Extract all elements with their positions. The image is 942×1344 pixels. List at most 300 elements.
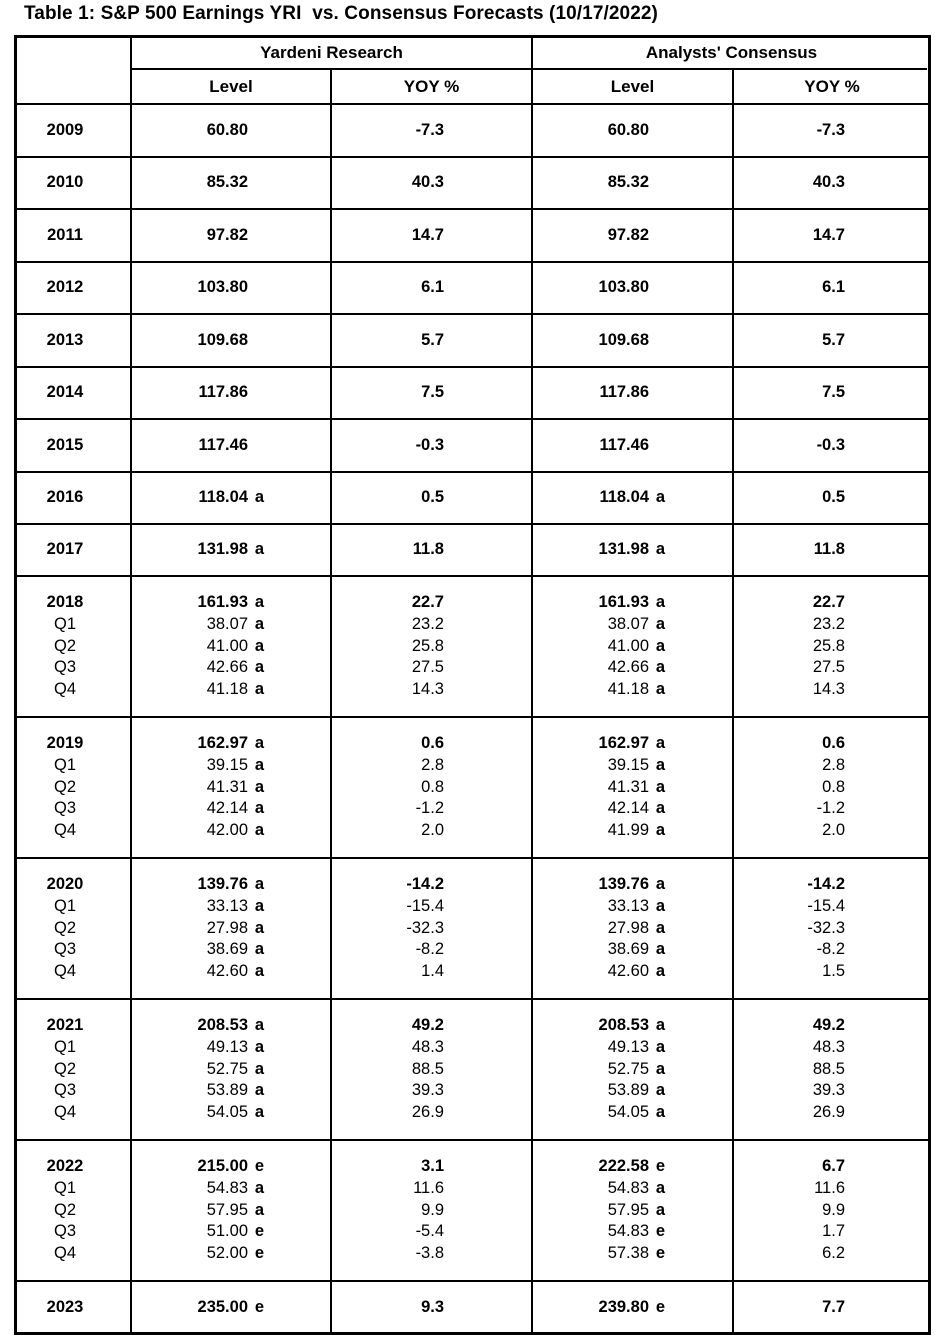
level-value: 54.83 — [607, 1178, 649, 1197]
level-value: 222.58 — [598, 1157, 649, 1175]
yri-yoy-cell — [331, 120, 444, 142]
yri-yoy-cell — [331, 382, 444, 404]
yri-level-cell — [131, 1297, 264, 1319]
year-cell — [16, 382, 114, 404]
level-value: 41.18 — [206, 680, 248, 699]
yri-level-cell — [131, 225, 264, 247]
level-value-line — [131, 896, 264, 918]
group-header: Analysts' Consensus — [645, 43, 818, 62]
grid-line — [17, 208, 928, 210]
level-value: 117.86 — [599, 383, 649, 402]
year-cell — [16, 277, 114, 299]
level-value-line — [131, 592, 264, 614]
yoy-value: 3.1 — [421, 1157, 444, 1175]
estimate-flag: a — [254, 658, 264, 677]
level-value-line — [532, 755, 665, 777]
grid-line — [17, 716, 928, 718]
level-value-line — [532, 1221, 665, 1243]
estimate-flag: a — [254, 962, 264, 981]
level-value-line — [532, 1200, 665, 1222]
estimate-flag: a — [655, 680, 665, 699]
yoy-value: -0.3 — [415, 435, 444, 454]
yoy-value: 39.3 — [411, 1081, 444, 1100]
year-label: 2019 — [46, 734, 84, 752]
level-value: 42.60 — [206, 962, 248, 981]
yoy-value: 11.6 — [413, 1178, 444, 1197]
level-value-line — [131, 657, 264, 679]
quarter-label: Q3 — [53, 658, 76, 677]
estimate-flag: a — [655, 614, 665, 633]
grid-line — [17, 156, 928, 158]
level-value: 52.00 — [206, 1244, 248, 1263]
level-value-line — [131, 820, 264, 842]
yri-level-cell — [131, 172, 264, 194]
level-value: 54.05 — [206, 1103, 248, 1122]
level-value-line — [532, 1080, 665, 1102]
level-value: 38.07 — [206, 614, 248, 633]
level-value: 131.98 — [598, 540, 649, 559]
cons-yoy-cell — [733, 1297, 845, 1319]
yoy-value: 48.3 — [411, 1037, 444, 1056]
yoy-value: 6.7 — [822, 1157, 845, 1175]
level-value-line — [532, 614, 665, 636]
level-value-line — [131, 798, 264, 820]
level-value: 52.75 — [206, 1059, 248, 1078]
cons-yoy-cell — [733, 382, 845, 404]
level-value-line — [131, 487, 264, 509]
level-value-line — [532, 679, 665, 701]
grid-line — [17, 418, 928, 420]
level-value-line — [131, 874, 264, 896]
level-value: 42.60 — [607, 962, 649, 981]
yoy-value: 26.9 — [411, 1103, 444, 1122]
year-label: 2021 — [46, 1016, 84, 1034]
level-value: 139.76 — [197, 875, 248, 893]
estimate-flag: e — [655, 1222, 665, 1241]
cons-level-cell — [532, 874, 665, 983]
cons-yoy-cell — [733, 733, 845, 842]
estimate-flag: a — [655, 636, 665, 655]
yri-level-cell — [131, 592, 264, 701]
estimate-flag: e — [254, 1297, 264, 1316]
quarter-label: Q4 — [53, 1103, 76, 1122]
level-value-line — [532, 1059, 665, 1081]
level-value: 41.18 — [607, 680, 649, 699]
year-cell — [16, 120, 114, 142]
level-value: 42.66 — [206, 658, 248, 677]
grid-line — [17, 1280, 928, 1282]
estimate-flag: a — [254, 799, 264, 818]
quarter-label: Q2 — [53, 918, 76, 937]
estimate-flag: a — [254, 636, 264, 655]
year-label: 2016 — [46, 488, 84, 507]
level-value: 42.14 — [607, 799, 649, 818]
estimate-flag: e — [655, 1297, 665, 1316]
level-value-line — [131, 1037, 264, 1059]
level-value-line — [131, 755, 264, 777]
level-value: 41.99 — [607, 821, 649, 840]
yoy-value: 14.3 — [812, 680, 845, 699]
level-value-line — [532, 1297, 665, 1319]
estimate-flag: a — [254, 918, 264, 937]
level-value-line — [532, 918, 665, 940]
estimate-flag: a — [254, 755, 264, 774]
level-value: 117.46 — [599, 435, 649, 454]
level-value-line — [532, 172, 665, 194]
quarter-label: Q2 — [53, 1200, 76, 1219]
estimate-flag: a — [254, 680, 264, 699]
level-value-line — [532, 382, 665, 404]
grid-line — [732, 69, 734, 1334]
yoy-value: -8.2 — [816, 940, 845, 959]
estimate-flag: e — [655, 1244, 665, 1263]
estimate-flag: a — [254, 1059, 264, 1078]
estimate-flag: a — [254, 488, 264, 507]
yri-yoy-cell — [331, 1156, 444, 1265]
yoy-value: 25.8 — [812, 636, 845, 655]
level-value: 41.31 — [206, 777, 248, 796]
estimate-flag: a — [655, 799, 665, 818]
yoy-value: 0.5 — [822, 488, 845, 507]
level-value: 85.32 — [206, 173, 248, 192]
grid-line — [330, 69, 332, 1334]
level-value-line — [532, 592, 665, 614]
grid-line — [17, 261, 928, 263]
group-header: Yardeni Research — [260, 43, 403, 62]
level-value: 27.98 — [607, 918, 649, 937]
column-header: YOY % — [804, 77, 860, 96]
estimate-flag: a — [655, 734, 665, 752]
level-value-line — [532, 1015, 665, 1037]
yoy-value: -5.4 — [415, 1222, 444, 1241]
level-value-line — [532, 225, 665, 247]
yoy-value: 22.7 — [411, 593, 444, 611]
level-value-line — [131, 435, 264, 457]
estimate-flag: a — [655, 821, 665, 840]
level-value-line — [532, 330, 665, 352]
year-label: 2012 — [46, 278, 84, 297]
estimate-flag: a — [254, 821, 264, 840]
level-value: 42.14 — [206, 799, 248, 818]
estimate-flag: a — [655, 918, 665, 937]
cons-yoy-cell — [733, 592, 845, 701]
level-value-line — [532, 961, 665, 983]
quarter-label: Q1 — [53, 614, 76, 633]
level-value: 38.69 — [206, 940, 248, 959]
estimate-flag: a — [254, 1103, 264, 1122]
year-label: 2015 — [46, 435, 84, 454]
yri-yoy-cell — [331, 435, 444, 457]
level-value-line — [131, 636, 264, 658]
yoy-value: 9.9 — [421, 1200, 444, 1219]
level-value: 41.31 — [607, 777, 649, 796]
yri-yoy-cell — [331, 733, 444, 842]
level-value: 54.83 — [206, 1178, 248, 1197]
level-value: 139.76 — [598, 875, 649, 893]
yoy-value: 14.3 — [411, 680, 444, 699]
cons-level-cell — [532, 1156, 665, 1265]
level-value-line — [131, 614, 264, 636]
yri-level-cell — [131, 382, 264, 404]
cons-level-cell — [532, 487, 665, 509]
estimate-flag: a — [655, 540, 665, 559]
grid-line — [131, 68, 927, 70]
yoy-value: -32.3 — [406, 918, 444, 937]
yoy-value: 40.3 — [812, 173, 845, 192]
level-value-line — [131, 172, 264, 194]
level-value-line — [532, 435, 665, 457]
level-value: 109.68 — [197, 330, 248, 349]
quarter-label: Q1 — [53, 755, 76, 774]
year-label: 2017 — [46, 540, 84, 559]
grid-line — [17, 366, 928, 368]
grid-line — [17, 523, 928, 525]
estimate-flag: a — [655, 1178, 665, 1197]
level-value-line — [532, 636, 665, 658]
level-value-line — [131, 330, 264, 352]
level-value-line — [131, 1059, 264, 1081]
level-value-line — [532, 1156, 665, 1178]
column-header: YOY % — [403, 77, 460, 96]
year-label: 2013 — [46, 330, 84, 349]
level-value-line — [131, 679, 264, 701]
estimate-flag: a — [254, 1178, 264, 1197]
yoy-value: 7.5 — [421, 383, 444, 402]
level-value-line — [532, 277, 665, 299]
quarter-label: Q3 — [53, 799, 76, 818]
level-value: 52.75 — [607, 1059, 649, 1078]
yri-level-cell — [131, 435, 264, 457]
level-value-line — [532, 1243, 665, 1265]
level-value-line — [131, 1200, 264, 1222]
earnings-table — [14, 35, 931, 1335]
estimate-flag: a — [655, 1200, 665, 1219]
estimate-flag: a — [655, 1037, 665, 1056]
level-value: 27.98 — [206, 918, 248, 937]
cons-level-cell — [532, 435, 665, 457]
quarter-label: Q1 — [53, 896, 76, 915]
level-value: 60.80 — [206, 120, 248, 139]
yoy-value: 23.2 — [812, 614, 845, 633]
yri-yoy-cell — [331, 592, 444, 701]
yoy-value: 22.7 — [812, 593, 845, 611]
table-title: Table 1: S&P 500 Earnings YRI vs. Consensus Forecasts (10/17/2022) — [24, 3, 658, 24]
yoy-value: 7.7 — [822, 1297, 845, 1316]
yri-yoy-cell — [331, 330, 444, 352]
grid-line — [17, 857, 928, 859]
year-label: 2020 — [46, 875, 84, 893]
level-value: 161.93 — [598, 593, 649, 611]
level-value-line — [532, 539, 665, 561]
yoy-value: 0.8 — [822, 777, 845, 796]
yoy-value: 26.9 — [812, 1103, 845, 1122]
level-value: 97.82 — [607, 225, 649, 244]
cons-level-cell — [532, 120, 665, 142]
estimate-flag: a — [655, 488, 665, 507]
level-value: 118.04 — [198, 488, 248, 507]
yoy-value: 5.7 — [421, 330, 444, 349]
estimate-flag: a — [655, 1059, 665, 1078]
level-value: 51.00 — [206, 1222, 248, 1241]
yoy-value: 2.0 — [421, 821, 444, 840]
level-value-line — [532, 896, 665, 918]
cons-level-cell — [532, 225, 665, 247]
year-cell — [16, 172, 114, 194]
level-value: 54.05 — [607, 1103, 649, 1122]
yoy-value: 2.8 — [822, 755, 845, 774]
cons-yoy-cell — [733, 120, 845, 142]
estimate-flag: e — [254, 1222, 264, 1241]
level-value: 41.00 — [206, 636, 248, 655]
level-value-line — [532, 120, 665, 142]
level-value-line — [131, 1297, 264, 1319]
level-value-line — [532, 657, 665, 679]
yri-yoy-cell — [331, 1015, 444, 1124]
quarter-label: Q4 — [53, 680, 76, 699]
level-value: 53.89 — [206, 1081, 248, 1100]
estimate-flag: a — [655, 962, 665, 981]
yoy-value: -1.2 — [816, 799, 845, 818]
year-cell — [16, 330, 114, 352]
yoy-value: 1.7 — [822, 1222, 845, 1241]
estimate-flag: a — [254, 777, 264, 796]
year-label: 2011 — [47, 225, 83, 244]
yoy-value: 11.8 — [412, 540, 444, 559]
level-value: 60.80 — [607, 120, 649, 139]
yoy-value: 6.1 — [822, 278, 845, 297]
grid-line — [17, 471, 928, 473]
yoy-value: -3.8 — [415, 1244, 444, 1263]
quarter-label: Q3 — [53, 1222, 76, 1241]
quarter-label: Q3 — [53, 1081, 76, 1100]
yoy-value: 7.5 — [822, 383, 845, 402]
yoy-value: 1.4 — [421, 962, 444, 981]
grid-line — [17, 575, 928, 577]
level-value: 103.80 — [197, 278, 248, 297]
year-label: 2009 — [46, 120, 84, 139]
level-value: 54.83 — [607, 1222, 649, 1241]
level-value-line — [131, 733, 264, 755]
yri-level-cell — [131, 874, 264, 983]
yri-yoy-cell — [331, 277, 444, 299]
cons-yoy-cell — [733, 435, 845, 457]
estimate-flag: a — [655, 1103, 665, 1122]
level-value-line — [532, 798, 665, 820]
estimate-flag: a — [655, 658, 665, 677]
estimate-flag: a — [254, 940, 264, 959]
year-cell — [16, 733, 114, 842]
year-label: 2014 — [46, 383, 84, 402]
level-value-line — [532, 874, 665, 896]
yoy-value: 40.3 — [411, 173, 444, 192]
estimate-flag: a — [655, 1016, 665, 1034]
cons-yoy-cell — [733, 330, 845, 352]
yri-level-cell — [131, 120, 264, 142]
grid-line — [17, 313, 928, 315]
level-value-line — [532, 1178, 665, 1200]
cons-yoy-cell — [733, 539, 845, 561]
level-value: 57.38 — [607, 1244, 649, 1263]
level-value: 57.95 — [206, 1200, 248, 1219]
estimate-flag: a — [254, 1081, 264, 1100]
yri-level-cell — [131, 487, 264, 509]
estimate-flag: a — [254, 875, 264, 893]
cons-yoy-cell — [733, 277, 845, 299]
yoy-value: 1.5 — [822, 962, 845, 981]
cons-level-cell — [532, 733, 665, 842]
estimate-flag: a — [655, 593, 665, 611]
yoy-value: -8.2 — [415, 940, 444, 959]
level-value: 97.82 — [206, 225, 248, 244]
year-cell — [16, 1015, 114, 1124]
year-cell — [16, 592, 114, 701]
yoy-value: 2.8 — [421, 755, 444, 774]
level-value-line — [131, 1080, 264, 1102]
level-value: 131.98 — [197, 540, 248, 559]
level-value: 118.04 — [599, 488, 649, 507]
level-value: 38.07 — [607, 614, 649, 633]
yoy-value: 49.2 — [411, 1016, 444, 1034]
yoy-value: 49.2 — [812, 1016, 845, 1034]
yoy-value: 48.3 — [812, 1037, 845, 1056]
level-value-line — [131, 918, 264, 940]
yoy-value: 88.5 — [411, 1059, 444, 1078]
quarter-label: Q2 — [53, 1059, 76, 1078]
grid-line — [17, 998, 928, 1000]
yri-level-cell — [131, 1156, 264, 1265]
estimate-flag: a — [254, 593, 264, 611]
cons-level-cell — [532, 172, 665, 194]
cons-level-cell — [532, 1015, 665, 1124]
level-value: 215.00 — [197, 1157, 248, 1175]
level-value-line — [131, 120, 264, 142]
year-cell — [16, 487, 114, 509]
estimate-flag: a — [655, 755, 665, 774]
yoy-value: 23.2 — [411, 614, 444, 633]
cons-yoy-cell — [733, 172, 845, 194]
level-value: 49.13 — [607, 1037, 649, 1056]
level-value-line — [131, 1015, 264, 1037]
level-value: 117.86 — [198, 383, 248, 402]
estimate-flag: a — [254, 734, 264, 752]
level-value: 33.13 — [206, 896, 248, 915]
level-value-line — [532, 487, 665, 509]
estimate-flag: e — [254, 1244, 264, 1263]
quarter-label: Q2 — [53, 777, 76, 796]
yoy-value: 27.5 — [411, 658, 444, 677]
level-value-line — [131, 277, 264, 299]
cons-yoy-cell — [733, 225, 845, 247]
yoy-value: -1.2 — [415, 799, 444, 818]
yoy-value: -7.3 — [816, 120, 845, 139]
estimate-flag: e — [655, 1157, 665, 1175]
estimate-flag: a — [254, 614, 264, 633]
yoy-value: -14.2 — [807, 875, 845, 893]
level-value: 85.32 — [607, 173, 649, 192]
yoy-value: 5.7 — [822, 330, 845, 349]
yoy-value: 9.3 — [421, 1297, 444, 1316]
yoy-value: 39.3 — [812, 1081, 845, 1100]
level-value: 39.15 — [206, 755, 248, 774]
estimate-flag: a — [254, 540, 264, 559]
quarter-label: Q1 — [53, 1178, 76, 1197]
estimate-flag: a — [655, 940, 665, 959]
yoy-value: -32.3 — [807, 918, 845, 937]
yoy-value: -15.4 — [406, 896, 444, 915]
column-header: Level — [610, 77, 655, 96]
yoy-value: 2.0 — [822, 821, 845, 840]
yoy-value: -0.3 — [816, 435, 845, 454]
